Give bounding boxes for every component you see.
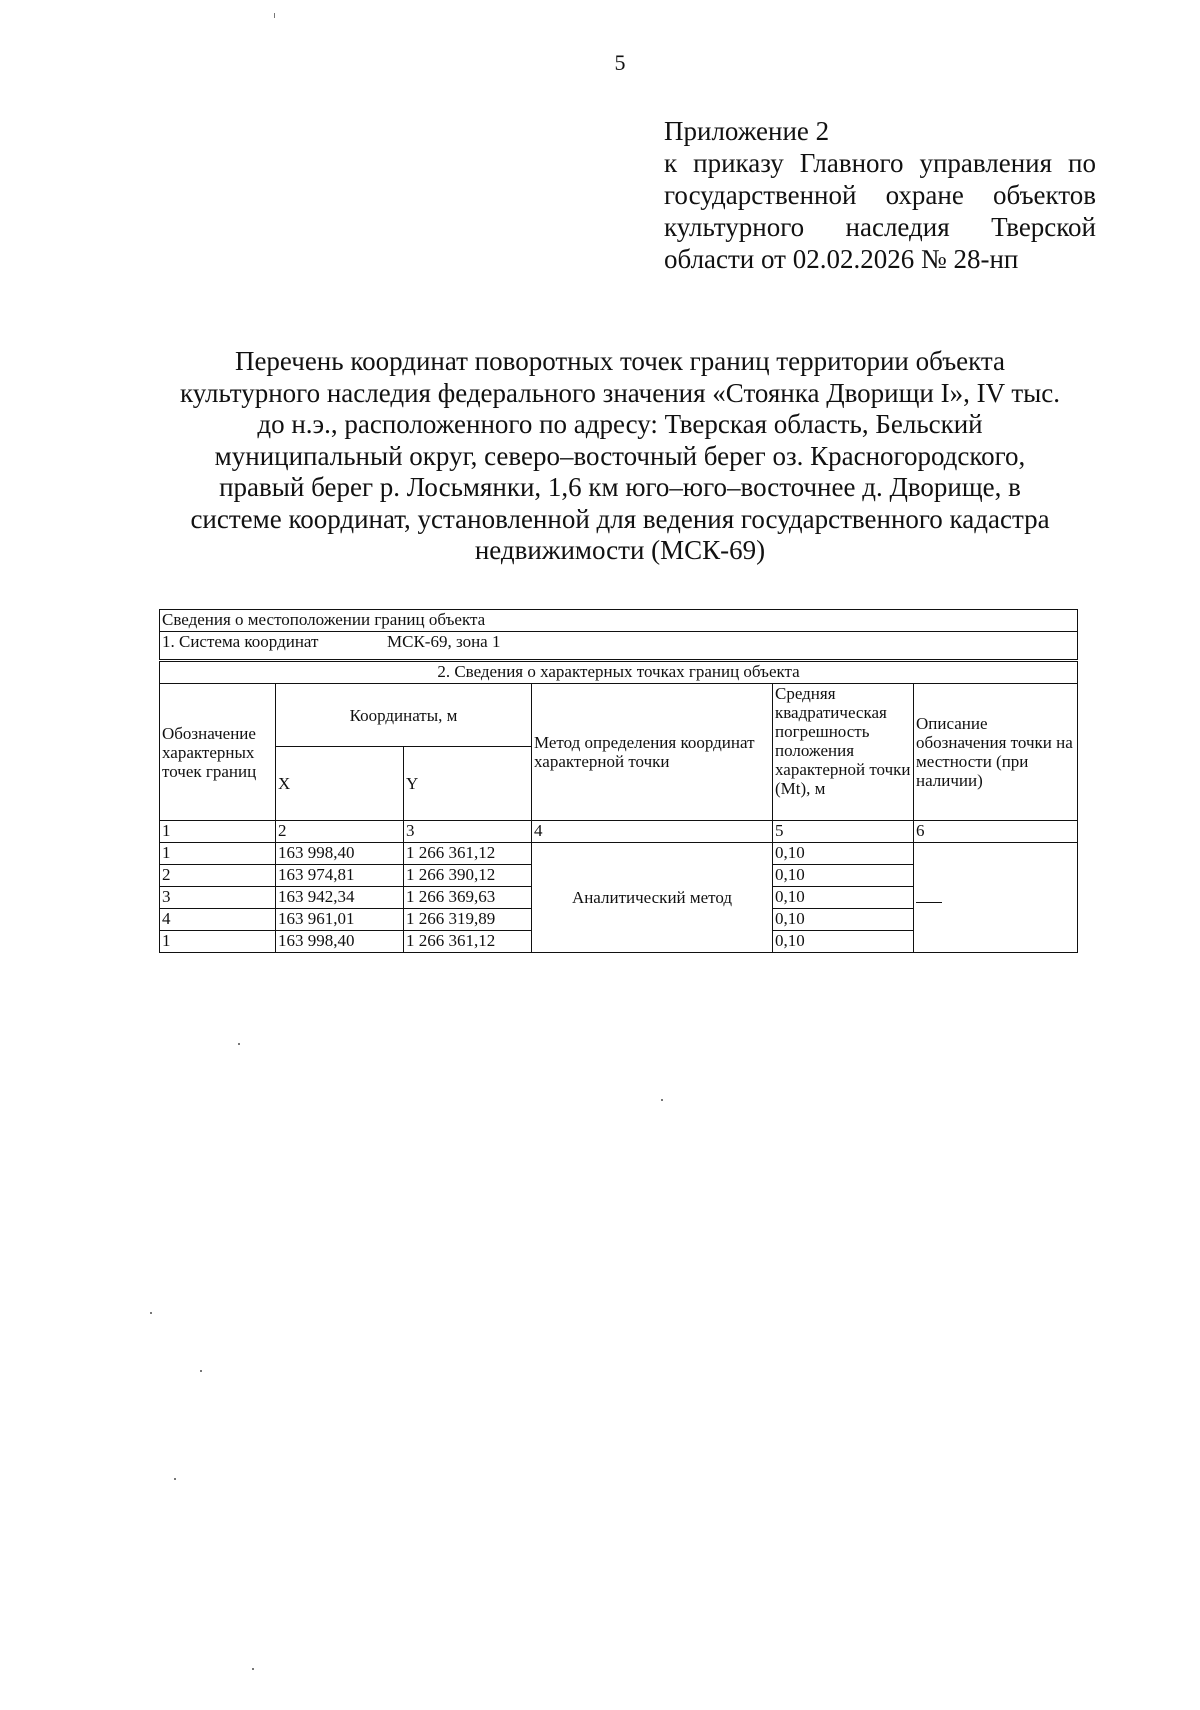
column-number: 2: [276, 821, 404, 843]
description-value: [914, 843, 1078, 953]
y-value: 1 266 390,12: [404, 865, 532, 887]
title-line: до н.э., расположенного по адресу: Тверская область, Бельский: [257, 409, 983, 439]
title-line: системе координат, установленной для ведения государственного кадастра: [190, 503, 1050, 534]
table-coord-system-row: [160, 632, 1078, 661]
header-coordinates: Координаты, м: [276, 684, 532, 747]
coord-system-cell: [160, 632, 1078, 661]
appendix-line: к приказу Главного управления по: [664, 148, 1096, 178]
header-designation: Обозначение характерных точек границ: [160, 684, 276, 821]
scan-speck: [200, 1370, 202, 1372]
point-number: 4: [160, 909, 276, 931]
title-line: муниципальный округ, северо–восточный берег оз. Красногородского,: [214, 440, 1026, 471]
header-y: Y: [404, 747, 532, 821]
point-number: 3: [160, 887, 276, 909]
mt-value: 0,10: [773, 909, 914, 931]
appendix-title: Приложение 2: [664, 116, 830, 146]
header-description: Описание обозначения точки на местности (при наличии): [914, 684, 1078, 821]
column-number: 1: [160, 821, 276, 843]
scan-speck: [174, 1478, 176, 1480]
point-number: 1: [160, 931, 276, 953]
title-line: правый берег р. Лосьмянки, 1,6 км юго–юго–восточнее д. Дворище, в: [219, 472, 1021, 502]
scan-speck: [252, 1668, 254, 1670]
document-title: [140, 346, 1100, 567]
header-method: Метод определения координат характерной точки: [532, 684, 773, 821]
coord-system-value: МСК-69, зона 1: [387, 632, 501, 651]
title-line: культурного наследия федерального значения «Стоянка Дворищи I», IV тыс.: [179, 377, 1061, 408]
appendix-block: [664, 115, 1096, 275]
header-mt: Средняя квадратическая погрешность положения характерной точки (Mt), м: [773, 684, 914, 821]
method-value: Аналитический метод: [532, 843, 773, 953]
column-number: 3: [404, 821, 532, 843]
point-number: 2: [160, 865, 276, 887]
table-row: [160, 843, 1078, 865]
scan-speck: [238, 1043, 240, 1045]
y-value: 1 266 369,63: [404, 887, 532, 909]
title-line: недвижимости (МСК-69): [474, 535, 766, 565]
table-column-number-row: [160, 821, 1078, 843]
scan-speck: [274, 13, 275, 18]
mt-value: 0,10: [773, 865, 914, 887]
page-number: 5: [614, 50, 626, 75]
mt-value: 0,10: [773, 887, 914, 909]
x-value: 163 998,40: [276, 843, 404, 865]
dash-mark: [916, 902, 942, 903]
mt-value: 0,10: [773, 931, 914, 953]
y-value: 1 266 361,12: [404, 843, 532, 865]
y-value: 1 266 361,12: [404, 931, 532, 953]
point-number: 1: [160, 843, 276, 865]
appendix-line: государственной охране объектов: [664, 180, 1096, 210]
column-number: 4: [532, 821, 773, 843]
table-section-row: [160, 610, 1078, 632]
table-points-title-row: [160, 661, 1078, 684]
x-value: 163 974,81: [276, 865, 404, 887]
coordinates-table: [159, 609, 1078, 953]
appendix-line: культурного наследия Тверской: [664, 212, 1096, 242]
header-x: X: [276, 747, 404, 821]
appendix-line: области от 02.02.2026 № 28-нп: [664, 244, 1019, 274]
title-line: Перечень координат поворотных точек границ территории объекта: [234, 346, 1006, 376]
points-title: 2. Сведения о характерных точках границ объекта: [160, 661, 1078, 684]
table-header-row: [160, 684, 1078, 747]
column-number: 5: [773, 821, 914, 843]
scan-speck: [150, 1312, 152, 1314]
scan-speck: [661, 1099, 663, 1101]
x-value: 163 961,01: [276, 909, 404, 931]
section-title: Сведения о местоположении границ объекта: [160, 610, 1078, 632]
x-value: 163 942,34: [276, 887, 404, 909]
coord-system-label: 1. Система координат: [162, 632, 319, 651]
y-value: 1 266 319,89: [404, 909, 532, 931]
column-number: 6: [914, 821, 1078, 843]
x-value: 163 998,40: [276, 931, 404, 953]
mt-value: 0,10: [773, 843, 914, 865]
